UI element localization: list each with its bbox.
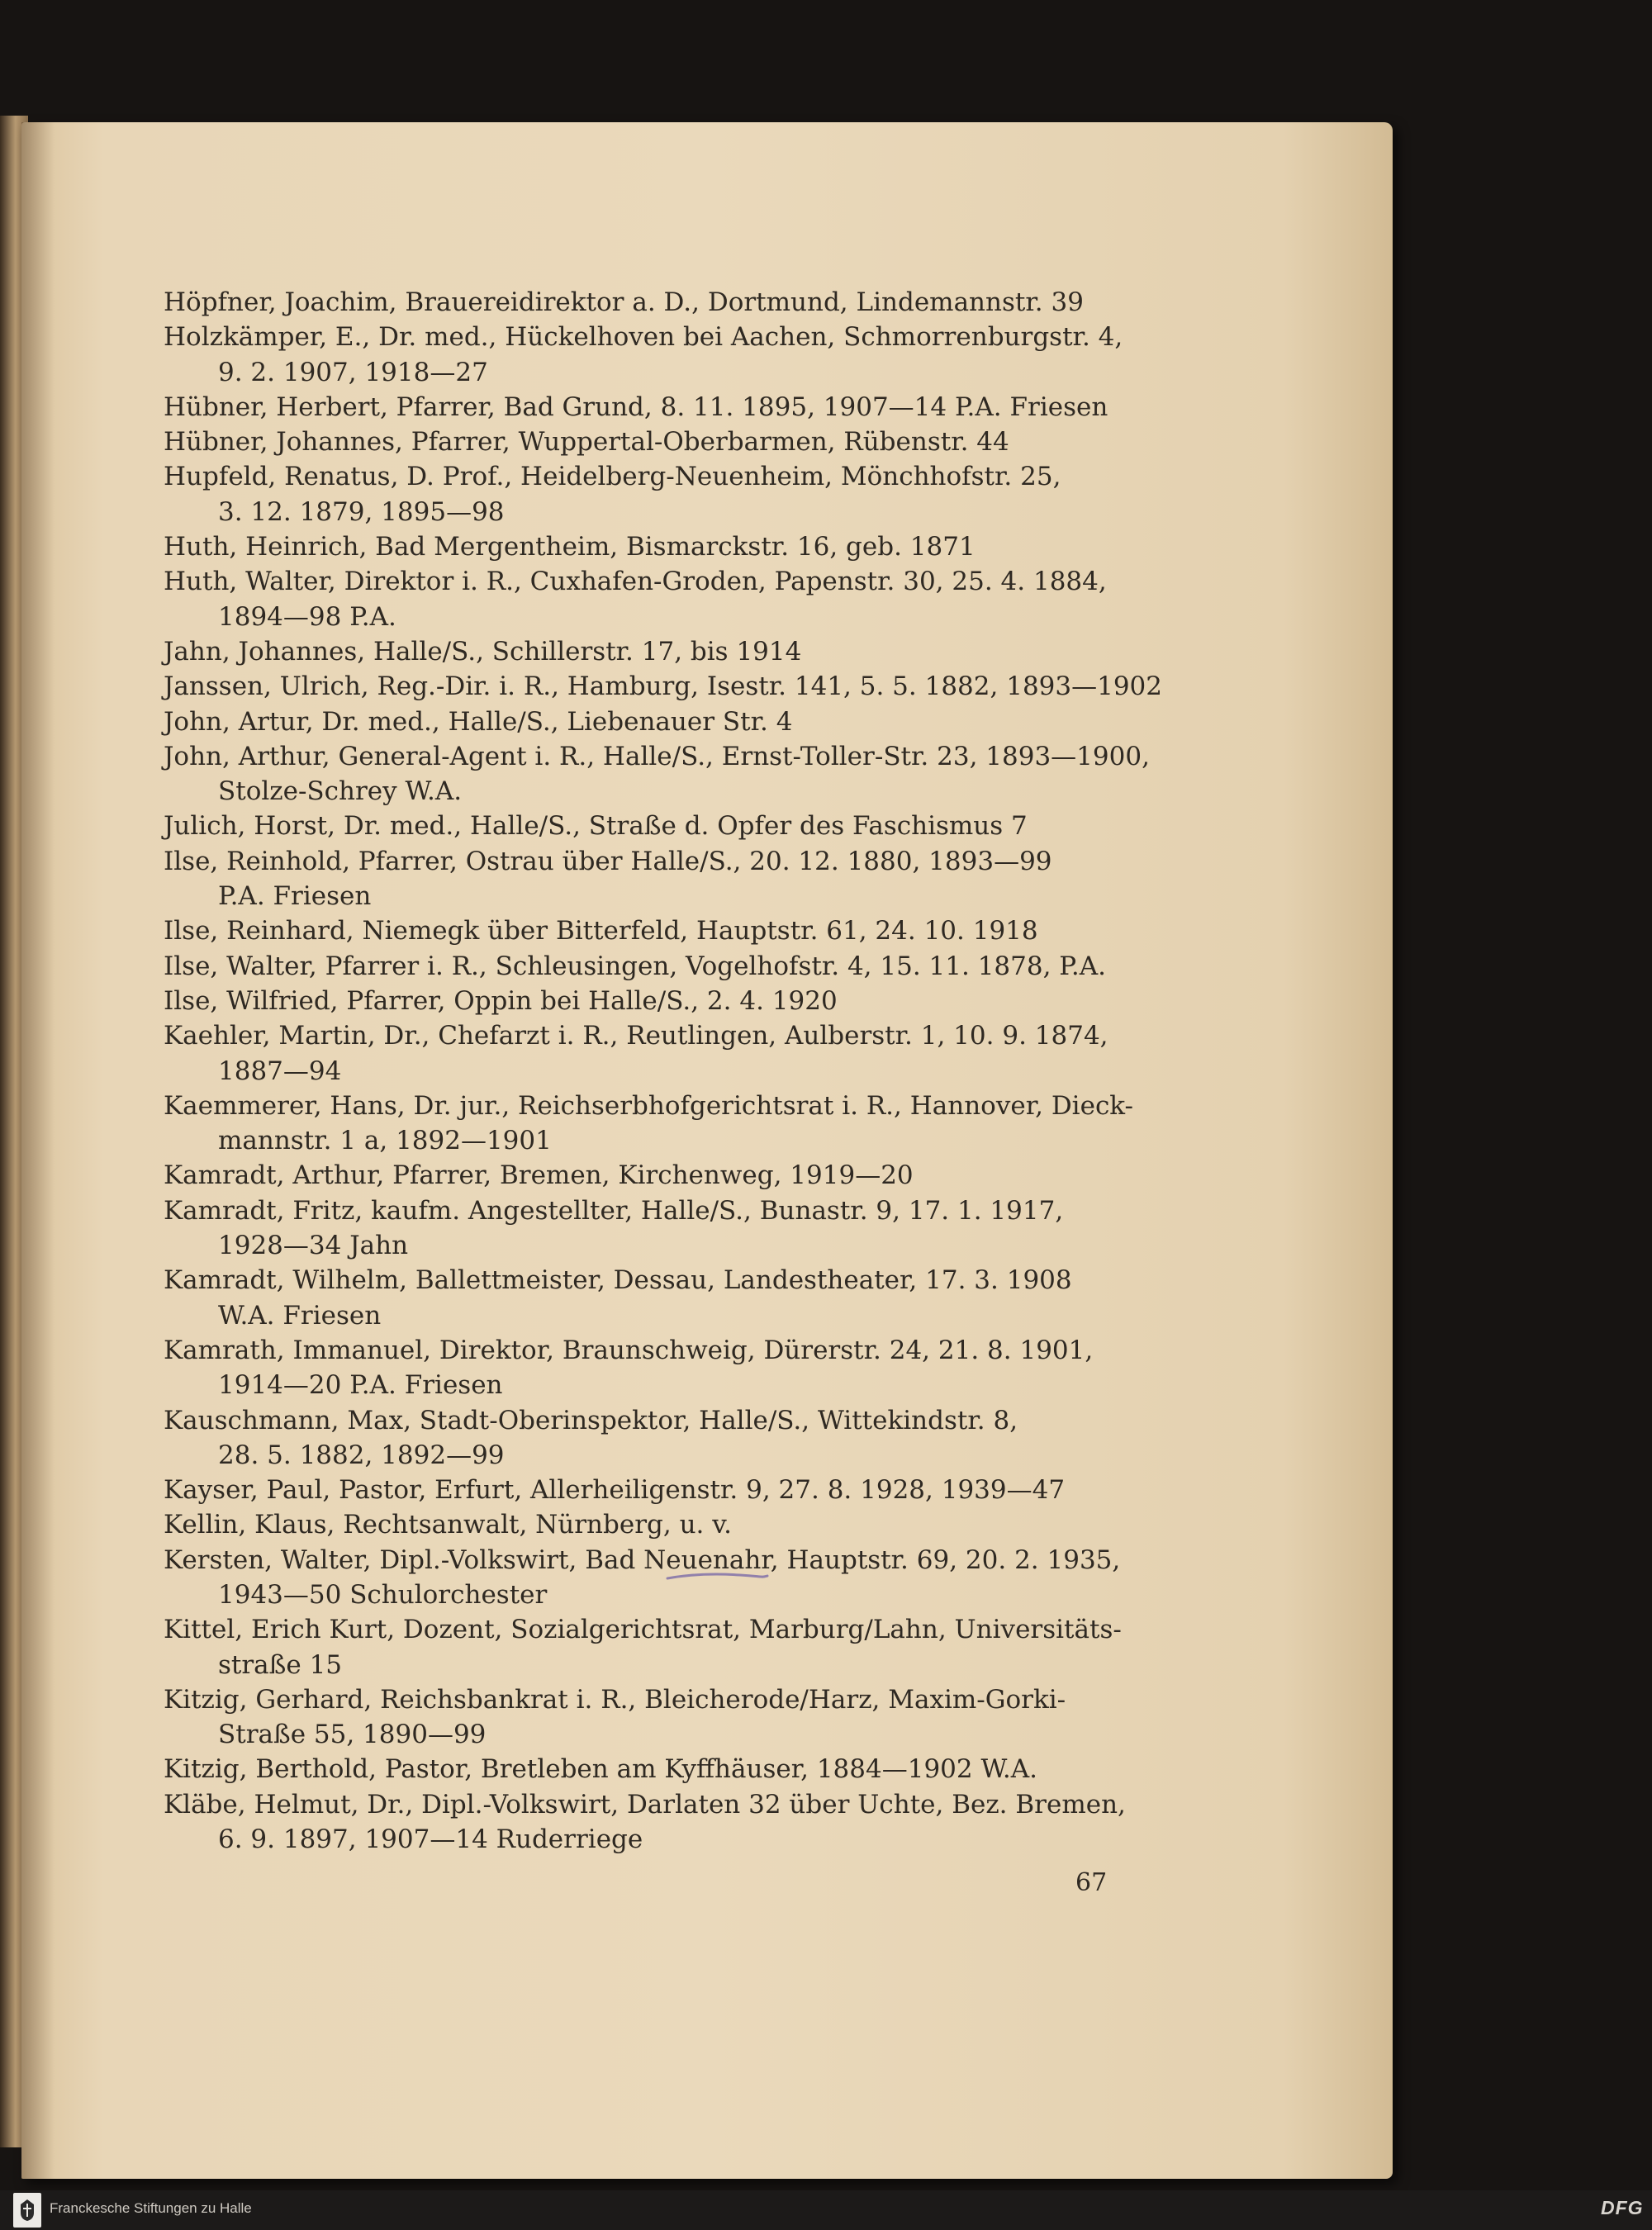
entry-line: Kayser, Paul, Pastor, Erfurt, Allerheiligenstr. 9, 27. 8. 1928, 1939—47 <box>164 1475 1066 1506</box>
list-item <box>164 1473 1188 1507</box>
entry-line: Höpfner, Joachim, Brauereidirektor a. D., Dortmund, Lindemannstr. 39 <box>164 287 1084 317</box>
list-item <box>164 1333 1188 1403</box>
entry-continuation-line: 3. 12. 1879, 1895—98 <box>218 496 505 527</box>
list-item <box>164 844 1188 914</box>
entry-continuation-line: P.A. Friesen <box>218 881 372 912</box>
spine-shadow <box>21 122 55 2179</box>
pencil-underline-mark <box>666 1571 769 1582</box>
list-item <box>164 425 1188 459</box>
list-item <box>164 634 1188 669</box>
entry-continuation-line: Stolze-Schrey W.A. <box>218 776 463 807</box>
institution-name: Franckesche Stiftungen zu Halle <box>50 2200 252 2216</box>
stiftungen-crest-icon <box>13 2193 41 2228</box>
page-number: 67 <box>1075 1868 1108 1897</box>
list-item <box>164 984 1188 1018</box>
entry-line: Julich, Horst, Dr. med., Halle/S., Straße d. Opfer des Faschismus 7 <box>164 811 1028 842</box>
list-item <box>164 285 1188 320</box>
entry-continuation-line: 1894—98 P.A. <box>218 601 396 632</box>
list-item <box>164 705 1188 739</box>
entry-continuation-line: 1887—94 <box>218 1056 342 1086</box>
entry-line: Kamradt, Arthur, Pfarrer, Bremen, Kirchenweg, 1919—20 <box>164 1160 914 1191</box>
list-item <box>164 1612 1188 1682</box>
entry-line: Ilse, Reinhold, Pfarrer, Ostrau über Halle/S., 20. 12. 1880, 1893—99 <box>164 846 1052 876</box>
entry-line: Kauschmann, Max, Stadt-Oberinspektor, Halle/S., Wittekindstr. 8, <box>164 1405 1018 1435</box>
list-item <box>164 1089 1188 1159</box>
entry-line: Ilse, Wilfried, Pfarrer, Oppin bei Halle/S., 2. 4. 1920 <box>164 985 838 1016</box>
entry-line: Ilse, Walter, Pfarrer i. R., Schleusingen, Vogelhofstr. 4, 15. 11. 1878, P.A. <box>164 951 1106 981</box>
list-item <box>164 1682 1188 1753</box>
entry-line: Holzkämper, E., Dr. med., Hückelhoven bei Aachen, Schmorrenburgstr. 4, <box>164 322 1123 353</box>
entry-line: Hupfeld, Renatus, D. Prof., Heidelberg-Neuenheim, Mönchhofstr. 25, <box>164 462 1061 492</box>
list-item <box>164 320 1188 390</box>
list-item <box>164 1403 1188 1473</box>
entry-continuation-line: 1943—50 Schulorchester <box>218 1579 548 1610</box>
entry-line: Kläbe, Helmut, Dr., Dipl.-Volkswirt, Darlaten 32 über Uchte, Bez. Bremen, <box>164 1789 1126 1820</box>
list-item <box>164 1018 1188 1089</box>
entry-line: Kamradt, Fritz, kaufm. Angestellter, Halle/S., Bunastr. 9, 17. 1. 1917, <box>164 1195 1064 1226</box>
entry-continuation-line: 9. 2. 1907, 1918—27 <box>218 357 488 387</box>
entry-line: Kittel, Erich Kurt, Dozent, Sozialgerichtsrat, Marburg/Lahn, Universitäts- <box>164 1615 1122 1645</box>
member-list <box>164 285 1188 1857</box>
entry-line: Janssen, Ulrich, Reg.-Dir. i. R., Hamburg, Isestr. 141, 5. 5. 1882, 1893—1902 <box>164 671 1162 702</box>
entry-line: Kitzig, Gerhard, Reichsbankrat i. R., Bleicherode/Harz, Maxim-Gorki- <box>164 1684 1066 1715</box>
entry-line: John, Arthur, General-Agent i. R., Halle/S., Ernst-Toller-Str. 23, 1893—1900, <box>164 741 1150 771</box>
entry-continuation-line: W.A. Friesen <box>218 1300 382 1331</box>
entry-line: Kamradt, Wilhelm, Ballettmeister, Dessau, Landestheater, 17. 3. 1908 <box>164 1265 1072 1296</box>
list-item <box>164 390 1188 425</box>
entry-continuation-line: 28. 5. 1882, 1892—99 <box>218 1440 505 1470</box>
entry-line: Kitzig, Berthold, Pastor, Bretleben am Kyffhäuser, 1884—1902 W.A. <box>164 1754 1038 1785</box>
entry-line: Kaemmerer, Hans, Dr. jur., Reichserbhofgerichtsrat i. R., Hannover, Dieck- <box>164 1090 1134 1121</box>
entry-continuation-line: mannstr. 1 a, 1892—1901 <box>218 1126 552 1156</box>
list-item <box>164 1193 1188 1264</box>
list-item <box>164 1158 1188 1193</box>
entry-continuation-line: 6. 9. 1897, 1907—14 Ruderriege <box>218 1824 643 1855</box>
list-item <box>164 1263 1188 1333</box>
list-item <box>164 1752 1188 1786</box>
list-item <box>164 913 1188 948</box>
entry-line: Kamrath, Immanuel, Direktor, Braunschweig, Dürerstr. 24, 21. 8. 1901, <box>164 1335 1094 1365</box>
list-item <box>164 669 1188 704</box>
entry-line: Huth, Heinrich, Bad Mergentheim, Bismarckstr. 16, geb. 1871 <box>164 532 976 562</box>
entry-continuation-line: straße 15 <box>218 1649 343 1680</box>
entry-line: Hübner, Johannes, Pfarrer, Wuppertal-Oberbarmen, Rübenstr. 44 <box>164 427 1009 458</box>
entry-line: Ilse, Reinhard, Niemegk über Bitterfeld, Hauptstr. 61, 24. 10. 1918 <box>164 916 1038 947</box>
entry-line: Kersten, Walter, Dipl.-Volkswirt, Bad Neuenahr, Hauptstr. 69, 20. 2. 1935, <box>164 1544 1121 1575</box>
list-item <box>164 459 1188 529</box>
list-item <box>164 529 1188 564</box>
entry-line: Hübner, Herbert, Pfarrer, Bad Grund, 8. 11. 1895, 1907—14 P.A. Friesen <box>164 391 1108 422</box>
entry-line: Huth, Walter, Direktor i. R., Cuxhafen-Groden, Papenstr. 30, 25. 4. 1884, <box>164 567 1107 597</box>
dfg-logo: DFG <box>1601 2197 1644 2218</box>
list-item <box>164 739 1188 809</box>
entry-line: John, Artur, Dr. med., Halle/S., Liebenauer Str. 4 <box>164 706 793 737</box>
list-item <box>164 1787 1188 1858</box>
entry-continuation-line: 1928—34 Jahn <box>218 1231 409 1261</box>
entry-line: Kellin, Klaus, Rechtsanwalt, Nürnberg, u. v. <box>164 1510 732 1540</box>
entry-line: Kaehler, Martin, Dr., Chefarzt i. R., Reutlingen, Aulberstr. 1, 10. 9. 1874, <box>164 1021 1108 1051</box>
entry-continuation-line: Straße 55, 1890—99 <box>218 1720 487 1750</box>
list-item <box>164 949 1188 984</box>
entry-line: Jahn, Johannes, Halle/S., Schillerstr. 17, bis 1914 <box>164 636 802 667</box>
list-item <box>164 809 1188 843</box>
list-item <box>164 564 1188 634</box>
list-item <box>164 1507 1188 1542</box>
entry-continuation-line: 1914—20 P.A. Friesen <box>218 1370 503 1401</box>
